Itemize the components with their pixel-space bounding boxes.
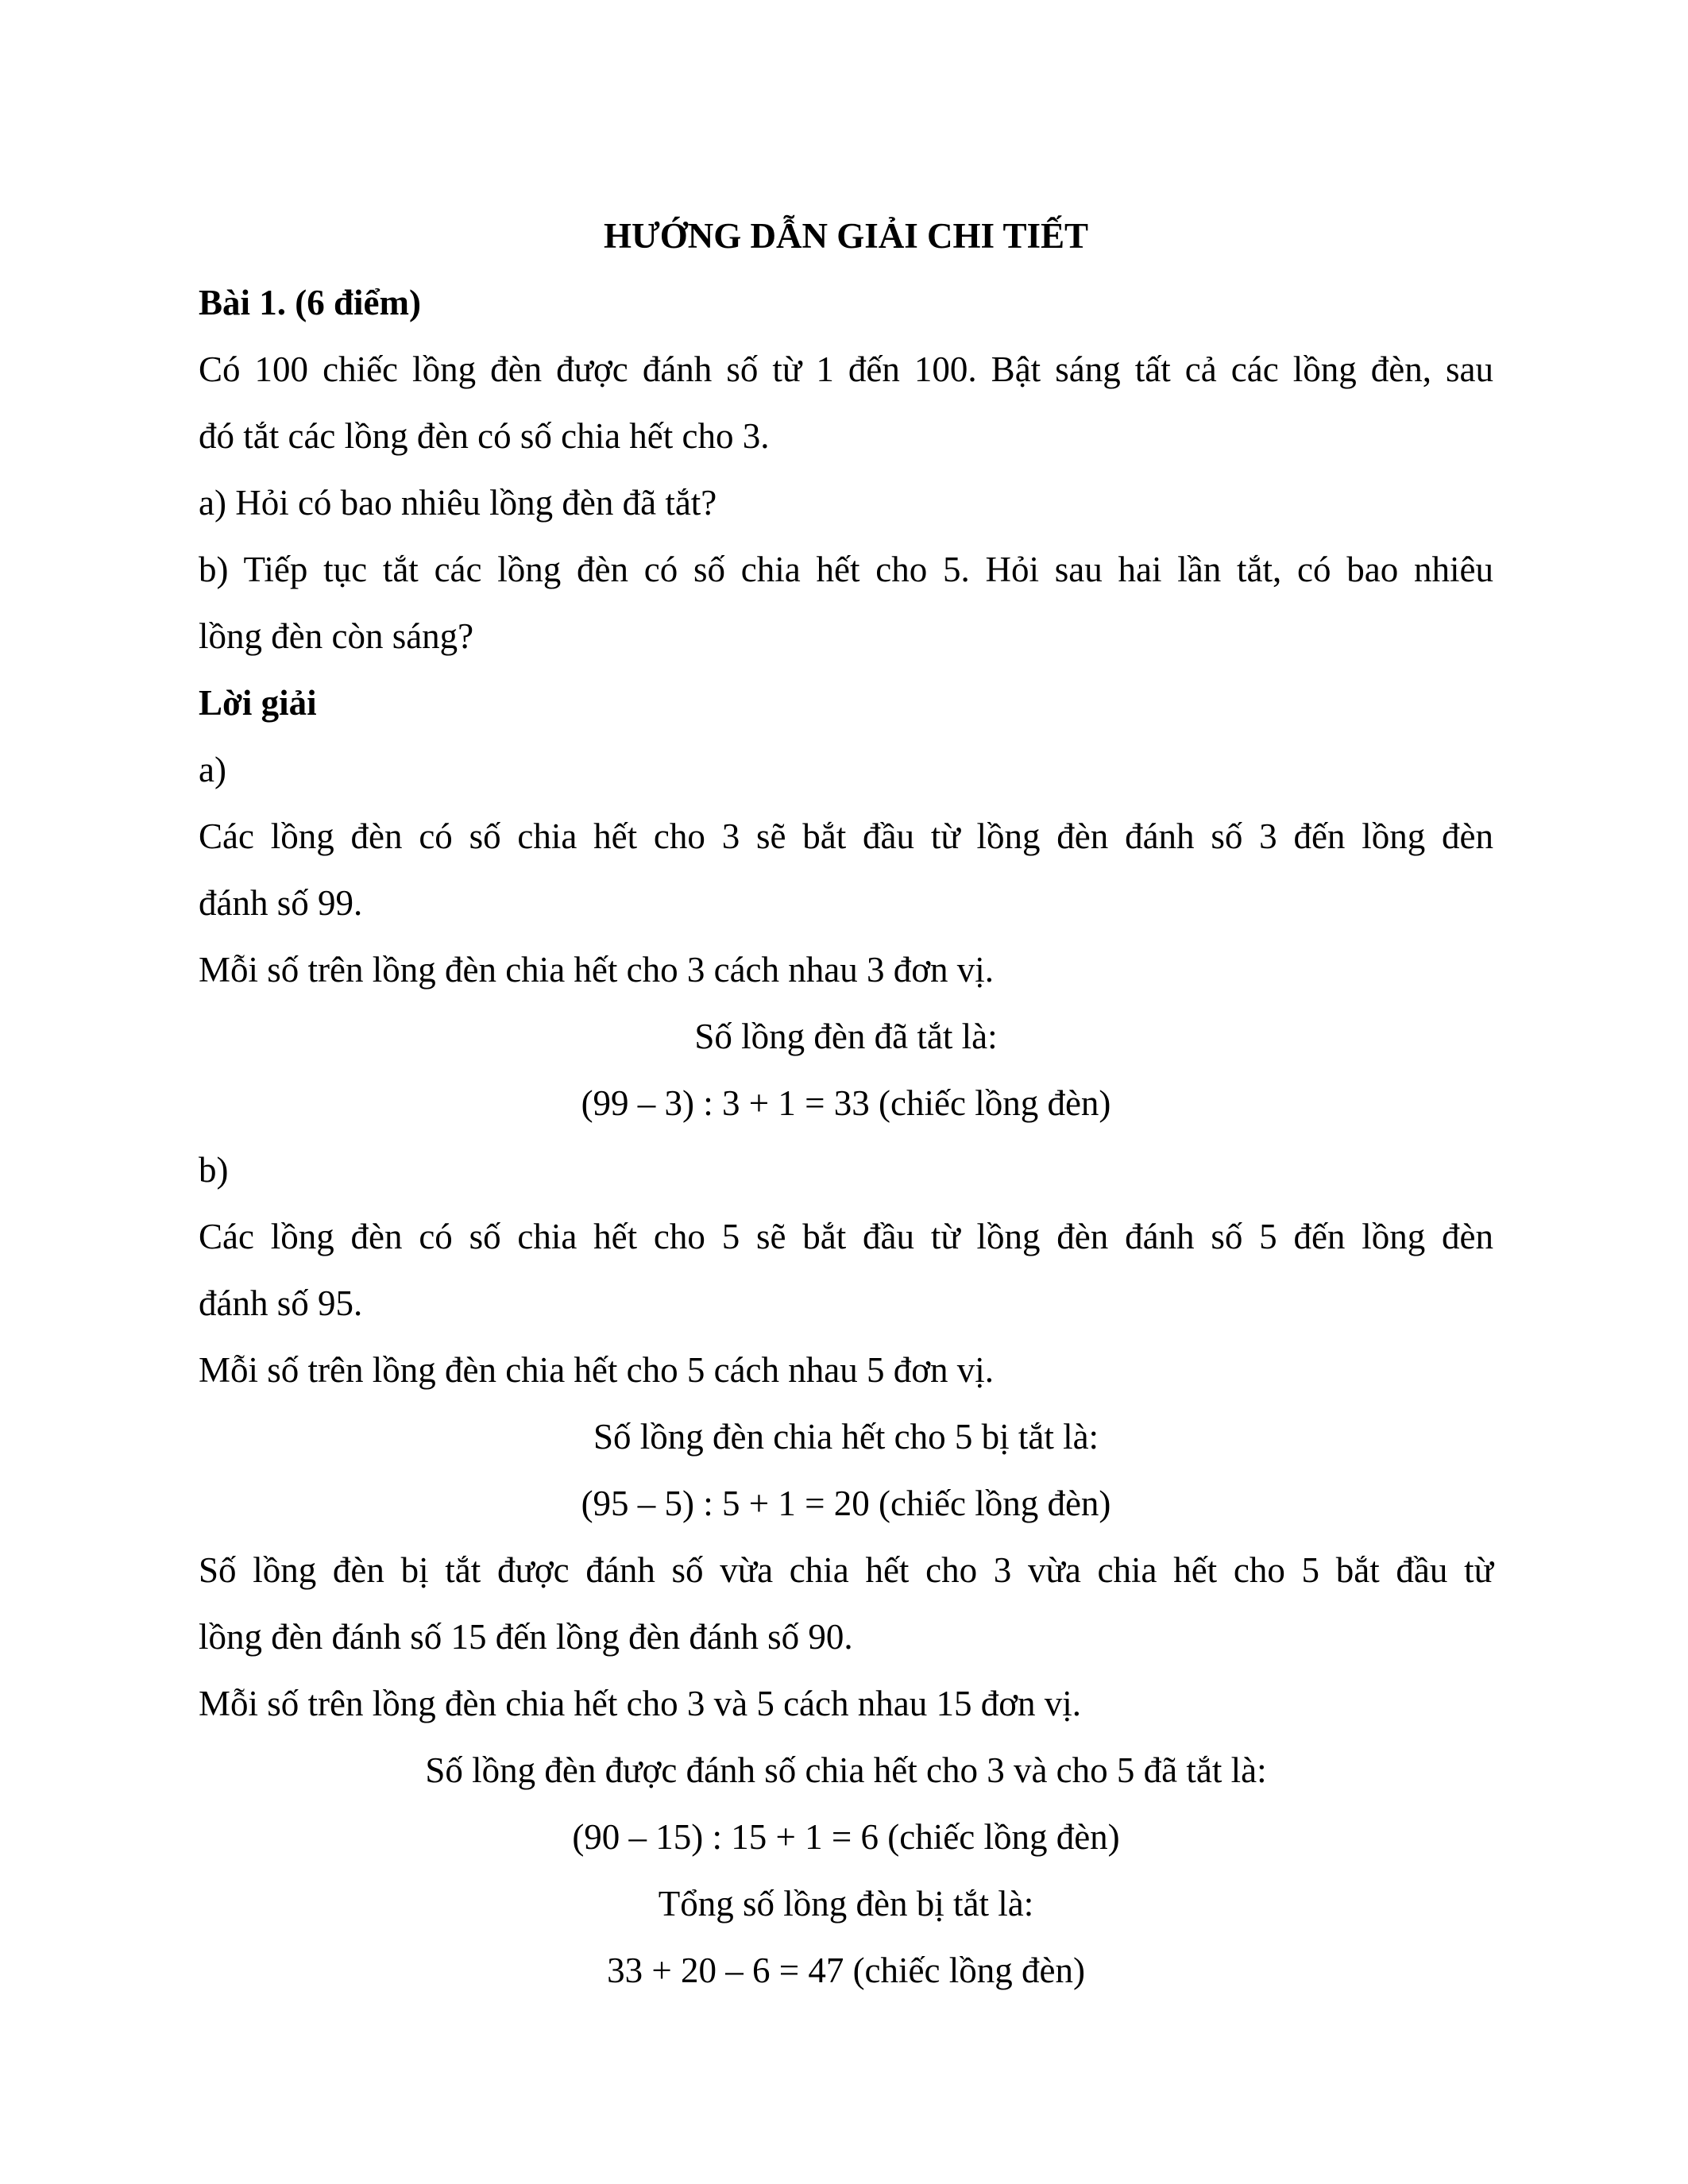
part-a-paragraph-1-line-2: đánh số 99. [199,883,363,923]
part-b-result-1-label: Số lồng đèn chia hết cho 5 bị tắt là: [593,1417,1099,1457]
part-b-paragraph-4: Mỗi số trên lồng đèn chia hết cho 3 và 5 cách nhau 15 đơn vị. [199,1684,1082,1723]
question-a: a) Hỏi có bao nhiêu lồng đèn đã tắt? [199,483,717,523]
page-title: HƯỚNG DẪN GIẢI CHI TIẾT [603,216,1089,256]
problem-heading: Bài 1. (6 điểm) [199,283,421,322]
part-b-paragraph-1-line-1: Các lồng đèn có số chia hết cho 5 sẽ bắt đầu từ lồng đèn đánh số 5 đến lồng đèn [199,1217,1493,1256]
part-b-paragraph-1-line-2: đánh số 95. [199,1283,363,1323]
problem-statement-line-1: Có 100 chiếc lồng đèn được đánh số từ 1 đến 100. Bật sáng tất cả các lồng đèn, sau [199,349,1493,389]
part-b-paragraph-2: Mỗi số trên lồng đèn chia hết cho 5 cách nhau 5 đơn vị. [199,1350,995,1390]
part-b-result-3-formula: 33 + 20 – 6 = 47 (chiếc lồng đèn) [607,1951,1085,1990]
question-b-line-2: lồng đèn còn sáng? [199,616,474,656]
solution-heading: Lời giải [199,683,317,723]
part-b-label: b) [199,1150,229,1190]
part-b-result-2-formula: (90 – 15) : 15 + 1 = 6 (chiếc lồng đèn) [572,1817,1120,1857]
part-b-result-1-formula: (95 – 5) : 5 + 1 = 20 (chiếc lồng đèn) [581,1484,1111,1523]
part-b-paragraph-3-line-1: Số lồng đèn bị tắt được đánh số vừa chia hết cho 3 vừa chia hết cho 5 bắt đầu từ [199,1550,1493,1590]
part-a-label: a) [199,750,226,789]
document-content [199,203,1493,2004]
part-a-result-label: Số lồng đèn đã tắt là: [694,1017,998,1056]
problem-statement-line-2: đó tắt các lồng đèn có số chia hết cho 3. [199,416,770,456]
part-b-result-3-label: Tổng số lồng đèn bị tắt là: [658,1884,1034,1924]
part-a-paragraph-1-line-1: Các lồng đèn có số chia hết cho 3 sẽ bắt đầu từ lồng đèn đánh số 3 đến lồng đèn [199,816,1493,856]
part-a-result-formula: (99 – 3) : 3 + 1 = 33 (chiếc lồng đèn) [581,1083,1111,1123]
part-b-result-2-label: Số lồng đèn được đánh số chia hết cho 3 và cho 5 đã tắt là: [425,1750,1267,1790]
question-b-line-1: b) Tiếp tục tắt các lồng đèn có số chia hết cho 5. Hỏi sau hai lần tắt, có bao nhiêu [199,550,1493,589]
part-a-paragraph-2: Mỗi số trên lồng đèn chia hết cho 3 cách nhau 3 đơn vị. [199,950,995,990]
part-b-paragraph-3-line-2: lồng đèn đánh số 15 đến lồng đèn đánh số 90. [199,1617,853,1657]
